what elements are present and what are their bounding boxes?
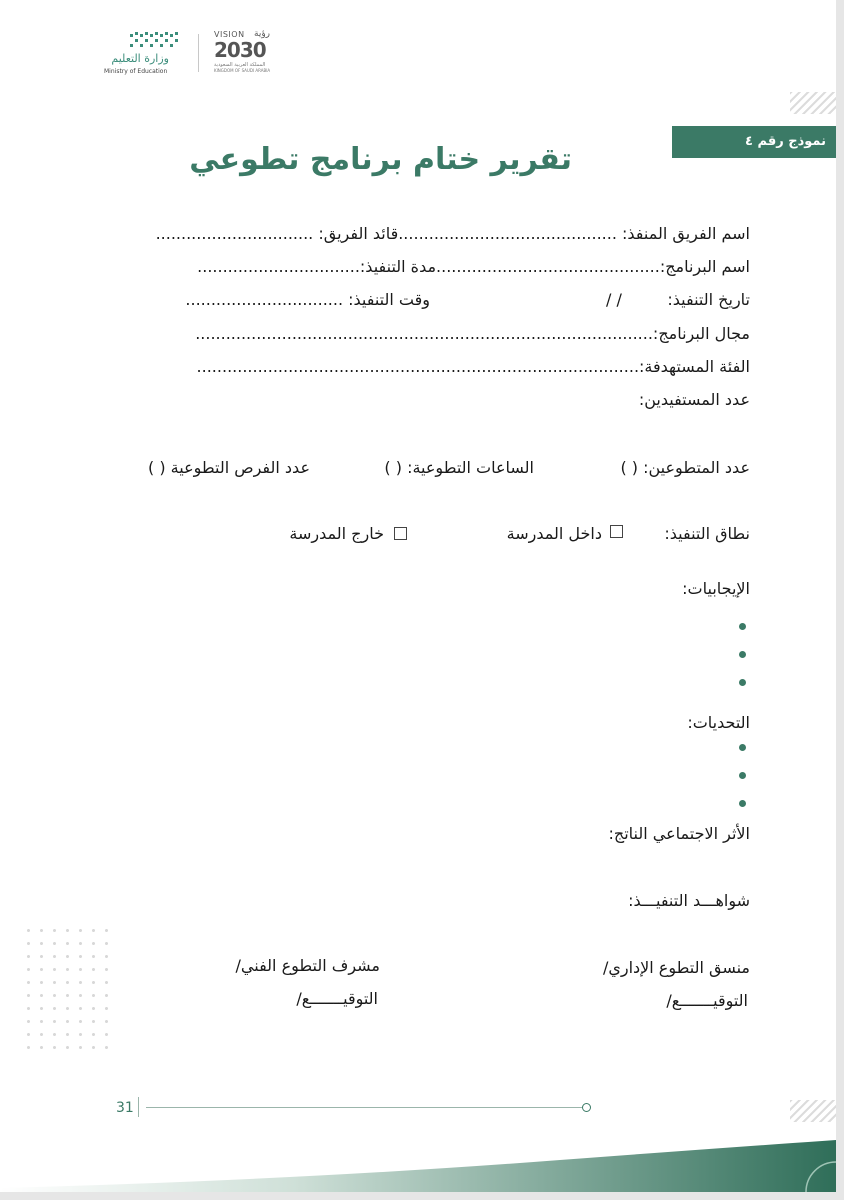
bullet-point-icon	[739, 744, 746, 751]
field-exec-date-label: تاريخ التنفيذ:	[667, 290, 750, 309]
bullet-point-icon	[739, 623, 746, 630]
section-challenges: التحديات:	[687, 713, 750, 732]
field-program-name: اسم البرنامج:............................................مدة التنفيذ:................................	[197, 257, 750, 276]
sig-signature-right: التوقيـــــــع/	[666, 991, 748, 1010]
field-exec-time: وقت التنفيذ: ...............................	[185, 290, 430, 309]
scope-label: نطاق التنفيذ:	[664, 524, 750, 543]
field-team-name: اسم الفريق المنفذ: ...........................................قائد الفريق: ...............................	[155, 224, 750, 243]
vision-ar: رؤية	[254, 29, 271, 39]
logo-divider	[198, 34, 199, 72]
bullet-point-icon	[739, 679, 746, 686]
decor-dot-grid	[22, 924, 114, 1054]
sig-signature-left: التوقيـــــــع/	[296, 989, 378, 1008]
footer-rule	[146, 1107, 582, 1108]
vision-label: VISION	[214, 30, 245, 39]
count-volunteers: عدد المتطوعين: ( )	[620, 458, 750, 477]
field-program-field: مجال البرنامج:..........................................................................................	[195, 324, 750, 343]
count-hours: الساعات التطوعية: ( )	[384, 458, 534, 477]
bullet-point-icon	[739, 651, 746, 658]
ministry-dots-icon	[100, 30, 185, 52]
scope-inside-checkbox[interactable]	[610, 525, 623, 538]
bullet-point-icon	[739, 772, 746, 779]
bullet-point-icon	[739, 800, 746, 807]
vision-2030-logo	[210, 30, 280, 75]
footer-divider	[138, 1097, 139, 1117]
section-evidence: شواهـــد التنفيـــذ:	[628, 891, 750, 910]
form-number-tag: نموذج رقم ٤	[672, 126, 836, 158]
vision-year: 2030	[214, 38, 266, 62]
scope-outside-checkbox[interactable]	[394, 527, 407, 540]
sig-tech-supervisor: مشرف التطوع الفني/	[235, 956, 380, 975]
page-title: تقرير ختام برنامج تطوعي	[189, 142, 572, 177]
footer-wave-decoration	[0, 1130, 836, 1192]
decor-hatch-bottom	[790, 1100, 836, 1122]
field-beneficiaries: عدد المستفيدين:	[638, 390, 750, 409]
scope-outside-label: خارج المدرسة	[289, 524, 384, 543]
ministry-logo	[100, 30, 185, 75]
vision-kingdom-en: KINGDOM OF SAUDI ARABIA	[214, 68, 271, 73]
ministry-name-en: Ministry of Education	[104, 68, 168, 75]
page-number: 31	[116, 1100, 134, 1116]
field-target-group: الفئة المستهدفة:.......................................................................................	[196, 357, 750, 376]
scope-inside-label: داخل المدرسة	[506, 524, 602, 543]
decor-hatch-top	[790, 92, 836, 114]
count-opportunities: عدد الفرص التطوعية ( )	[148, 458, 310, 477]
section-impact: الأثر الاجتماعي الناتج:	[608, 824, 750, 843]
footer-circle-icon	[582, 1103, 591, 1112]
ministry-name-ar: وزارة التعليم	[111, 52, 169, 65]
sig-admin-coordinator: منسق التطوع الإداري/	[602, 958, 750, 977]
field-date-slashes: / /	[606, 290, 622, 309]
vision-kingdom-ar: المملكة العربية السعودية	[214, 62, 266, 68]
section-positives: الإيجابيات:	[682, 579, 750, 598]
